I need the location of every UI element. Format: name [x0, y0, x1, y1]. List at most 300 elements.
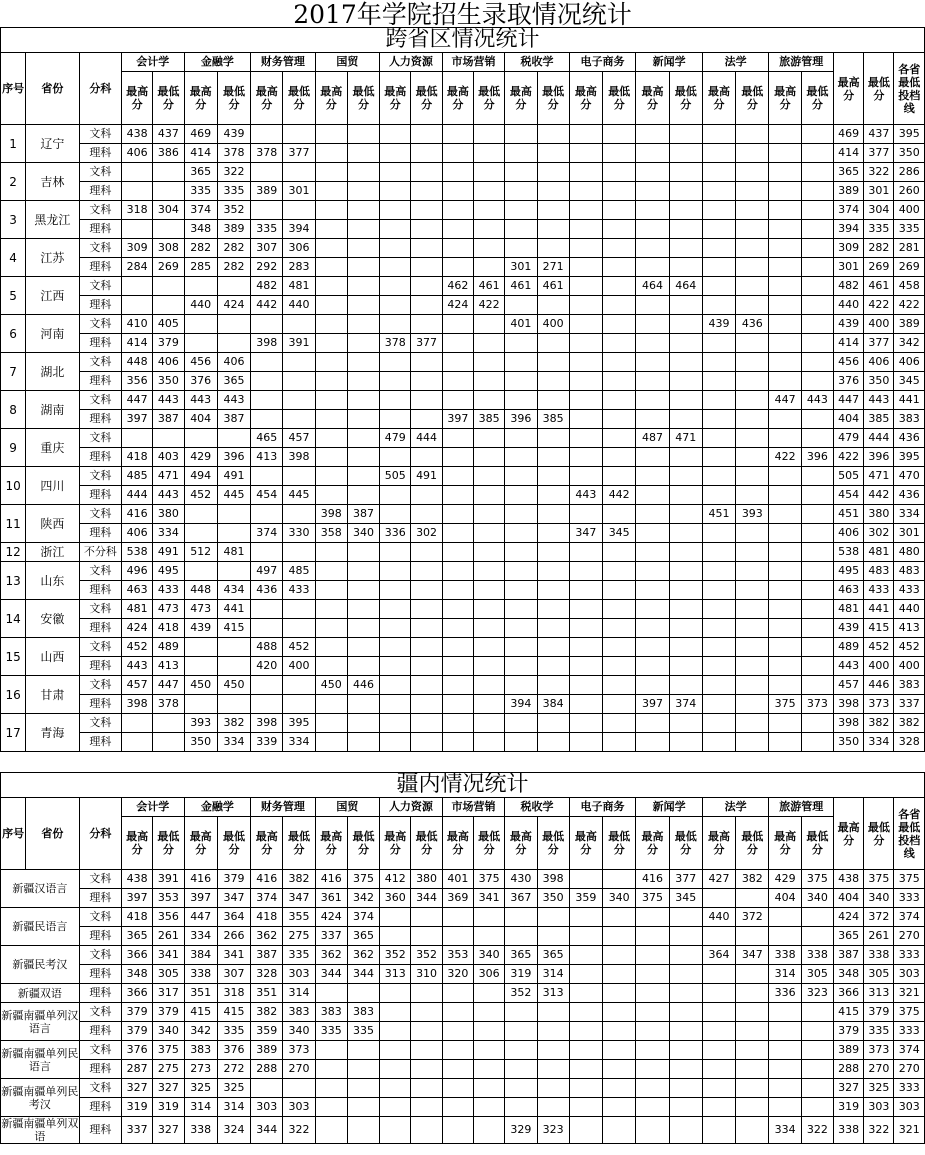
score-cell [347, 486, 379, 505]
score-cell [380, 1098, 411, 1117]
score-cell [769, 657, 801, 676]
score-cell [380, 714, 411, 733]
score-cell: 335 [315, 1022, 347, 1041]
score-cell [380, 695, 411, 714]
score-cell: 365 [347, 927, 379, 946]
score-cell: 383 [283, 1003, 315, 1022]
score-cell [283, 676, 315, 695]
score-cell [603, 296, 636, 315]
score-cell: 447 [769, 391, 801, 410]
score-cell [505, 391, 537, 410]
score-cell [251, 695, 283, 714]
row-track: 理科 [79, 258, 121, 277]
table-row [1, 429, 925, 448]
header-score-type: 最低分 [537, 72, 569, 125]
row-overall-max: 454 [833, 486, 863, 505]
score-cell [669, 467, 702, 486]
score-cell [736, 1060, 769, 1079]
score-cell: 322 [283, 1117, 315, 1144]
header-score-type: 最低分 [217, 817, 250, 870]
score-cell: 350 [184, 733, 217, 752]
score-cell: 439 [702, 315, 735, 334]
score-cell [702, 296, 735, 315]
score-cell: 377 [669, 870, 702, 889]
score-cell [380, 619, 411, 638]
score-cell: 473 [153, 600, 184, 619]
score-cell: 485 [122, 467, 153, 486]
score-cell [801, 144, 833, 163]
score-cell: 352 [380, 946, 411, 965]
row-overall-min: 335 [864, 220, 894, 239]
score-cell: 303 [251, 1098, 283, 1117]
score-cell [251, 505, 283, 524]
row-overall-max: 415 [833, 1003, 863, 1022]
score-cell [251, 315, 283, 334]
score-cell [505, 1098, 537, 1117]
score-cell: 456 [184, 353, 217, 372]
score-cell [769, 1003, 801, 1022]
score-cell [473, 239, 504, 258]
score-cell [411, 562, 442, 581]
score-cell [669, 1098, 702, 1117]
score-cell [473, 581, 504, 600]
score-cell: 442 [251, 296, 283, 315]
score-cell [569, 946, 602, 965]
score-cell [769, 239, 801, 258]
score-cell [569, 581, 602, 600]
score-cell [801, 334, 833, 353]
score-cell: 443 [122, 657, 153, 676]
score-cell [769, 619, 801, 638]
row-overall-max: 404 [833, 410, 863, 429]
header-score-type: 最低分 [411, 817, 442, 870]
score-cell [473, 695, 504, 714]
score-cell: 335 [283, 946, 315, 965]
row-cutoff: 395 [894, 125, 925, 144]
score-cell: 334 [217, 733, 250, 752]
score-cell [801, 1003, 833, 1022]
score-cell: 347 [736, 946, 769, 965]
score-cell [442, 562, 473, 581]
header-subject: 会计学 [122, 53, 185, 72]
row-overall-max: 456 [833, 353, 863, 372]
score-cell: 284 [122, 258, 153, 277]
score-cell [347, 239, 379, 258]
score-cell [669, 908, 702, 927]
row-overall-min: 261 [864, 927, 894, 946]
score-cell [603, 1003, 636, 1022]
row-cutoff: 270 [894, 927, 925, 946]
row-track: 理科 [79, 581, 121, 600]
score-cell: 461 [537, 277, 569, 296]
score-cell [569, 220, 602, 239]
score-cell [636, 714, 669, 733]
score-cell: 324 [217, 1117, 250, 1144]
score-cell [702, 733, 735, 752]
row-overall-min: 382 [864, 714, 894, 733]
score-cell [153, 733, 184, 752]
table-row [1, 1060, 925, 1079]
header-seq: 序号 [1, 53, 26, 125]
row-overall-min: 406 [864, 353, 894, 372]
score-cell [380, 258, 411, 277]
score-cell [736, 467, 769, 486]
score-cell [315, 1041, 347, 1060]
score-cell [505, 372, 537, 391]
header-subject: 市场营销 [442, 53, 505, 72]
row-cutoff: 436 [894, 429, 925, 448]
score-cell [669, 505, 702, 524]
score-cell [380, 733, 411, 752]
score-cell: 338 [801, 946, 833, 965]
row-province: 青海 [26, 714, 79, 752]
score-cell [380, 1117, 411, 1144]
score-cell: 387 [217, 410, 250, 429]
score-cell [636, 524, 669, 543]
score-cell: 348 [122, 965, 153, 984]
score-cell [505, 201, 537, 220]
score-cell [669, 239, 702, 258]
header-score-type: 最高分 [184, 817, 217, 870]
row-track: 理科 [79, 372, 121, 391]
score-cell [801, 372, 833, 391]
score-cell [636, 733, 669, 752]
header-score-type: 最低分 [217, 72, 250, 125]
score-cell [251, 353, 283, 372]
row-overall-max: 438 [833, 870, 863, 889]
row-province: 山东 [26, 562, 79, 600]
row-track: 理科 [79, 334, 121, 353]
score-cell: 301 [283, 182, 315, 201]
score-cell: 344 [251, 1117, 283, 1144]
score-cell: 323 [537, 1117, 569, 1144]
score-cell [569, 1022, 602, 1041]
score-cell [736, 486, 769, 505]
score-cell [411, 125, 442, 144]
score-cell [702, 410, 735, 429]
table-row [1, 163, 925, 182]
score-cell [736, 524, 769, 543]
score-cell [442, 315, 473, 334]
score-cell [769, 908, 801, 927]
score-cell [569, 239, 602, 258]
score-cell [315, 486, 347, 505]
score-cell [736, 562, 769, 581]
score-cell [669, 125, 702, 144]
header-score-type: 最高分 [122, 817, 153, 870]
score-cell: 350 [537, 889, 569, 908]
score-cell: 447 [184, 908, 217, 927]
score-cell [411, 714, 442, 733]
row-seq: 10 [1, 467, 26, 505]
row-cutoff: 375 [894, 870, 925, 889]
score-cell [153, 429, 184, 448]
score-cell: 491 [153, 543, 184, 562]
row-overall-max: 338 [833, 1117, 863, 1144]
score-cell [505, 239, 537, 258]
row-overall-min: 433 [864, 581, 894, 600]
row-cutoff: 303 [894, 1098, 925, 1117]
score-cell: 378 [380, 334, 411, 353]
row-track: 理科 [79, 220, 121, 239]
score-cell [217, 315, 250, 334]
score-cell: 364 [702, 946, 735, 965]
score-cell [537, 201, 569, 220]
score-cell [473, 372, 504, 391]
row-cutoff: 333 [894, 889, 925, 908]
score-cell [702, 125, 735, 144]
score-cell: 327 [122, 1079, 153, 1098]
score-cell [505, 144, 537, 163]
table-row [1, 1117, 925, 1144]
score-cell [283, 125, 315, 144]
score-cell: 367 [505, 889, 537, 908]
score-cell [769, 505, 801, 524]
score-cell [315, 581, 347, 600]
score-cell: 364 [217, 908, 250, 927]
score-cell [442, 505, 473, 524]
score-cell [251, 1079, 283, 1098]
score-cell: 424 [217, 296, 250, 315]
row-overall-min: 334 [864, 733, 894, 752]
score-cell [153, 182, 184, 201]
score-cell [473, 619, 504, 638]
score-cell: 379 [122, 1003, 153, 1022]
score-cell [537, 296, 569, 315]
score-cell [315, 562, 347, 581]
row-overall-max: 538 [833, 543, 863, 562]
score-cell [442, 1098, 473, 1117]
score-cell: 338 [184, 1117, 217, 1144]
score-cell [442, 1003, 473, 1022]
score-cell [315, 429, 347, 448]
score-cell [769, 201, 801, 220]
score-cell: 438 [122, 125, 153, 144]
score-cell [702, 889, 735, 908]
header-score-type: 最高分 [769, 817, 801, 870]
score-cell [442, 125, 473, 144]
score-cell: 318 [122, 201, 153, 220]
score-cell [347, 315, 379, 334]
score-cell [603, 1117, 636, 1144]
header-subject: 税收学 [505, 53, 570, 72]
score-cell [505, 1022, 537, 1041]
score-cell: 494 [184, 467, 217, 486]
score-cell [801, 429, 833, 448]
score-cell [442, 600, 473, 619]
score-cell [347, 220, 379, 239]
score-cell [801, 239, 833, 258]
score-cell: 375 [153, 1041, 184, 1060]
row-overall-min: 340 [864, 889, 894, 908]
score-cell: 365 [505, 946, 537, 965]
score-cell [380, 125, 411, 144]
header-score-type: 最低分 [603, 817, 636, 870]
score-cell: 313 [537, 984, 569, 1003]
section-title-row [1, 28, 925, 53]
score-cell [184, 334, 217, 353]
score-cell [347, 733, 379, 752]
table-row [1, 543, 925, 562]
score-cell [702, 239, 735, 258]
row-cutoff: 382 [894, 714, 925, 733]
score-cell: 471 [669, 429, 702, 448]
score-cell [411, 277, 442, 296]
score-cell: 452 [283, 638, 315, 657]
score-cell [769, 144, 801, 163]
score-cell: 448 [184, 581, 217, 600]
score-cell [411, 239, 442, 258]
score-cell: 342 [347, 889, 379, 908]
score-cell: 505 [380, 467, 411, 486]
score-cell [380, 353, 411, 372]
score-cell [702, 258, 735, 277]
score-cell [702, 1041, 735, 1060]
score-cell [669, 714, 702, 733]
score-cell: 327 [153, 1117, 184, 1144]
score-cell [473, 144, 504, 163]
score-cell [411, 543, 442, 562]
score-cell [537, 524, 569, 543]
header-score-type: 最高分 [122, 72, 153, 125]
row-overall-max: 288 [833, 1060, 863, 1079]
row-overall-min: 375 [864, 870, 894, 889]
score-cell: 322 [217, 163, 250, 182]
score-cell [442, 353, 473, 372]
score-cell [473, 927, 504, 946]
score-cell [411, 619, 442, 638]
score-cell [769, 1022, 801, 1041]
score-cell [569, 1098, 602, 1117]
score-cell [411, 372, 442, 391]
score-cell: 366 [122, 946, 153, 965]
score-cell [505, 581, 537, 600]
score-cell: 378 [251, 144, 283, 163]
row-seq: 2 [1, 163, 26, 201]
score-cell: 443 [801, 391, 833, 410]
row-cutoff: 436 [894, 486, 925, 505]
row-track: 理科 [79, 410, 121, 429]
score-cell [736, 1117, 769, 1144]
score-cell [380, 239, 411, 258]
score-cell: 314 [283, 984, 315, 1003]
score-cell: 338 [184, 965, 217, 984]
score-cell [736, 391, 769, 410]
score-cell [315, 543, 347, 562]
score-cell: 309 [122, 239, 153, 258]
score-cell [442, 543, 473, 562]
score-cell [801, 1079, 833, 1098]
score-cell [569, 638, 602, 657]
score-cell: 403 [153, 448, 184, 467]
score-cell [537, 144, 569, 163]
row-overall-min: 446 [864, 676, 894, 695]
score-cell: 479 [380, 429, 411, 448]
score-cell [347, 372, 379, 391]
score-cell [569, 353, 602, 372]
header-score-type: 最高分 [569, 72, 602, 125]
score-cell [283, 505, 315, 524]
score-cell: 491 [217, 467, 250, 486]
score-cell: 271 [537, 258, 569, 277]
score-cell: 414 [184, 144, 217, 163]
score-cell [251, 391, 283, 410]
score-cell: 424 [122, 619, 153, 638]
score-cell [315, 201, 347, 220]
score-cell: 395 [283, 714, 315, 733]
score-cell [217, 524, 250, 543]
score-cell: 275 [283, 927, 315, 946]
score-cell: 446 [347, 676, 379, 695]
score-cell: 385 [537, 410, 569, 429]
score-cell [702, 467, 735, 486]
score-cell [411, 1003, 442, 1022]
score-cell [603, 201, 636, 220]
row-cutoff: 333 [894, 1022, 925, 1041]
score-cell: 488 [251, 638, 283, 657]
table-row [1, 410, 925, 429]
table-row [1, 657, 925, 676]
score-cell: 319 [122, 1098, 153, 1117]
row-seq: 13 [1, 562, 26, 600]
score-cell [669, 1079, 702, 1098]
score-cell [801, 581, 833, 600]
score-cell [736, 889, 769, 908]
score-cell [537, 334, 569, 353]
score-cell [801, 676, 833, 695]
score-cell [505, 543, 537, 562]
score-cell [636, 908, 669, 927]
row-province: 新疆南疆单列双语 [1, 1117, 79, 1143]
row-province: 新疆民语言 [1, 908, 80, 946]
score-cell [636, 239, 669, 258]
header-score-type: 最低分 [603, 72, 636, 125]
score-cell [184, 315, 217, 334]
score-cell: 352 [505, 984, 537, 1003]
score-cell [411, 163, 442, 182]
header-score-type: 最低分 [669, 817, 702, 870]
score-cell [505, 296, 537, 315]
header-row-subjects [1, 798, 925, 817]
score-cell: 379 [153, 1003, 184, 1022]
score-cell: 497 [251, 562, 283, 581]
score-cell [315, 315, 347, 334]
score-cell [736, 581, 769, 600]
score-cell [251, 543, 283, 562]
score-cell [184, 277, 217, 296]
score-cell [669, 220, 702, 239]
score-cell: 314 [537, 965, 569, 984]
score-cell [505, 163, 537, 182]
score-cell: 337 [315, 927, 347, 946]
row-seq: 12 [1, 543, 26, 562]
score-cell: 272 [217, 1060, 250, 1079]
score-cell: 387 [153, 410, 184, 429]
score-cell [736, 984, 769, 1003]
score-cell [411, 201, 442, 220]
score-cell [603, 144, 636, 163]
score-cell [442, 201, 473, 220]
table-row [1, 984, 925, 1003]
row-overall-max: 489 [833, 638, 863, 657]
score-cell: 495 [153, 562, 184, 581]
row-overall-min: 322 [864, 1117, 894, 1144]
score-cell [505, 334, 537, 353]
score-cell [636, 1098, 669, 1117]
score-cell [801, 908, 833, 927]
score-cell [769, 714, 801, 733]
score-cell [184, 524, 217, 543]
